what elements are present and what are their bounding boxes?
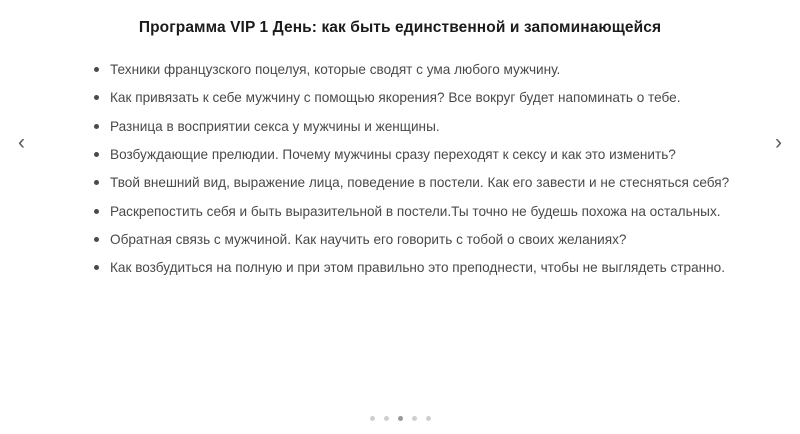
list-item: Как возбудиться на полную и при этом правильно это преподнести, чтобы не выглядеть странно. bbox=[55, 258, 745, 277]
carousel-pagination[interactable] bbox=[0, 416, 800, 421]
carousel-dot[interactable] bbox=[426, 416, 431, 421]
carousel-prev-arrow-icon[interactable]: ‹ bbox=[18, 131, 25, 154]
list-item: Твой внешний вид, выражение лица, поведение в постели. Как его завести и не стесняться себя? bbox=[55, 173, 745, 192]
page-title: Программа VIP 1 День: как быть единственной и запоминающейся bbox=[138, 19, 662, 36]
carousel-next-arrow-icon[interactable]: › bbox=[775, 131, 782, 154]
program-bullet-list bbox=[55, 60, 745, 277]
carousel-dot-active[interactable] bbox=[398, 416, 403, 421]
carousel-dot[interactable] bbox=[412, 416, 417, 421]
carousel-dot[interactable] bbox=[384, 416, 389, 421]
list-item: Техники французского поцелуя, которые сводят с ума любого мужчину. bbox=[55, 60, 745, 79]
list-item: Возбуждающие прелюдии. Почему мужчины сразу переходят к сексу и как это изменить? bbox=[55, 145, 745, 164]
list-item: Разница в восприятии секса у мужчины и женщины. bbox=[55, 117, 745, 136]
list-item: Раскрепостить себя и быть выразительной в постели.Ты точно не будешь похожа на остальных. bbox=[55, 202, 745, 221]
carousel-dot[interactable] bbox=[370, 416, 375, 421]
list-item: Обратная связь с мужчиной. Как научить его говорить с тобой о своих желаниях? bbox=[55, 230, 745, 249]
list-item: Как привязать к себе мужчину с помощью якорения? Все вокруг будет напоминать о тебе. bbox=[55, 88, 745, 107]
slide-content bbox=[0, 38, 800, 277]
